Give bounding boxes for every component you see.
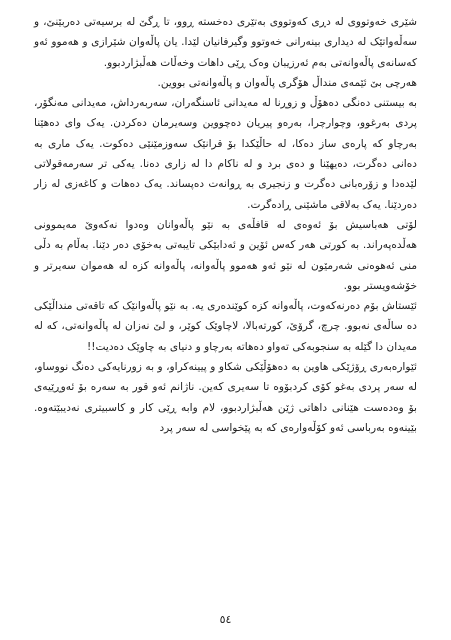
paragraph-6: ئێوارەبەری ڕۆژێکی هاوین بە دەهۆڵێکی شکاو و پیینەکراو، و بە زورنایەکی دەنگ نووساو، لە سەر پردی بەغو کۆی کردبۆوە تا سەیری کەین. ناژانم ئەو قور بە سەرە بۆ ئەوڕێیەی بۆ وەدەست هێنانی داهاتی ژێن هەڵبژاردبوو، لام وابە ڕێی کار و کاسبیتری نەدیبێتەوە. بێینەوە بەرباسی ئەو کۆڵەوارەی کە بە پێخواسی لە سەر پرد [34, 361, 417, 434]
paragraph-5: ئێستاش بۆم دەرنەکەوت، پاڵەوانە کزە کوێندەری یە. بە نێو پاڵەوانێک کە تاقەتی منداڵێکی دە ساڵەی نەبوو. چرچ، گرۆێ، کورتەبالا، لاچاوێک کوێر، و لێ نەزان لە پاڵەوانەتی، کە لە مەیدان دا گێلە بە سنجوبەکی تەواو دەهاتە بەرچاو و دنیای بە چاوێک دەدیت!! [34, 300, 417, 353]
paragraph-3: بە بیستنی دەنگی دەهۆڵ و زوڕنا لە مەیدانی ئاسنگەران، سەربەرداش، مەیدانی مەنگۆر، پردی بەرغوو، وچوارچرا، بەرەو پیریان دەچووین وسەیرمان دەکردن. یەک وای دەهێنا بەرچاو کە پارەی ساز دەکا، لە حاڵێکدا بۆ قرانێک سەوزمێنێی دەکوت. یەک ماری بە دەانی دەگرت، دەیهێنا و دەی برد و لە ناکام دا لە زاری دەنا. یەکی تر سەرمەقولاتی لێدەدا و زۆرەبانی دەگرت و زنجیری بە ڕوانەت دەپساند. یەک دەهات و کاغەزی لە زار دەردێنا. یەک بەلاقی ماشێنی ڕادەگرت. [34, 97, 417, 211]
paragraph-1: شێری خەوتووی لە دڕی کەوتووی بەتێری دەخستە ڕوو، تا ڕگێ لە برسیەتی دەربێنێ، و سەڵەواتێک لە دیداری بینەرانی خەوتوو وگیرفانیان لێدا. یان پاڵەوان شێرازی و هەموو ئەو کەسانەی پاڵەوانەتی بەم ئەرزیبان وەک ڕێی داهات وخەڵات هەڵبژاردبوو. [34, 16, 417, 69]
page-number: ٥٤ [219, 613, 232, 626]
paragraph-2: هەرچی بێ ئێمەی منداڵ هۆگری پاڵەوان و پاڵەوانەتی بووین. [157, 76, 417, 89]
paragraph-4: لۆتی هەباسیش بۆ ئەوەی لە قافڵەی بە نێو پاڵەوانان وەدوا نەکەوێ مەیموونی هەڵدەپەراند. بە کورتی هەر کەس ئۆین و ئەدابێکی تایبەتی بەخۆی دەر دێنا. بەڵام بە دڵی منی ئەهوەنی شەرمێون لە نێو ئەو هەموو پاڵەوانە، پاڵەوانە کزە لە هەموان سەیرتر و خۆشەویستر بوو. [34, 218, 417, 292]
body-text [34, 12, 417, 438]
